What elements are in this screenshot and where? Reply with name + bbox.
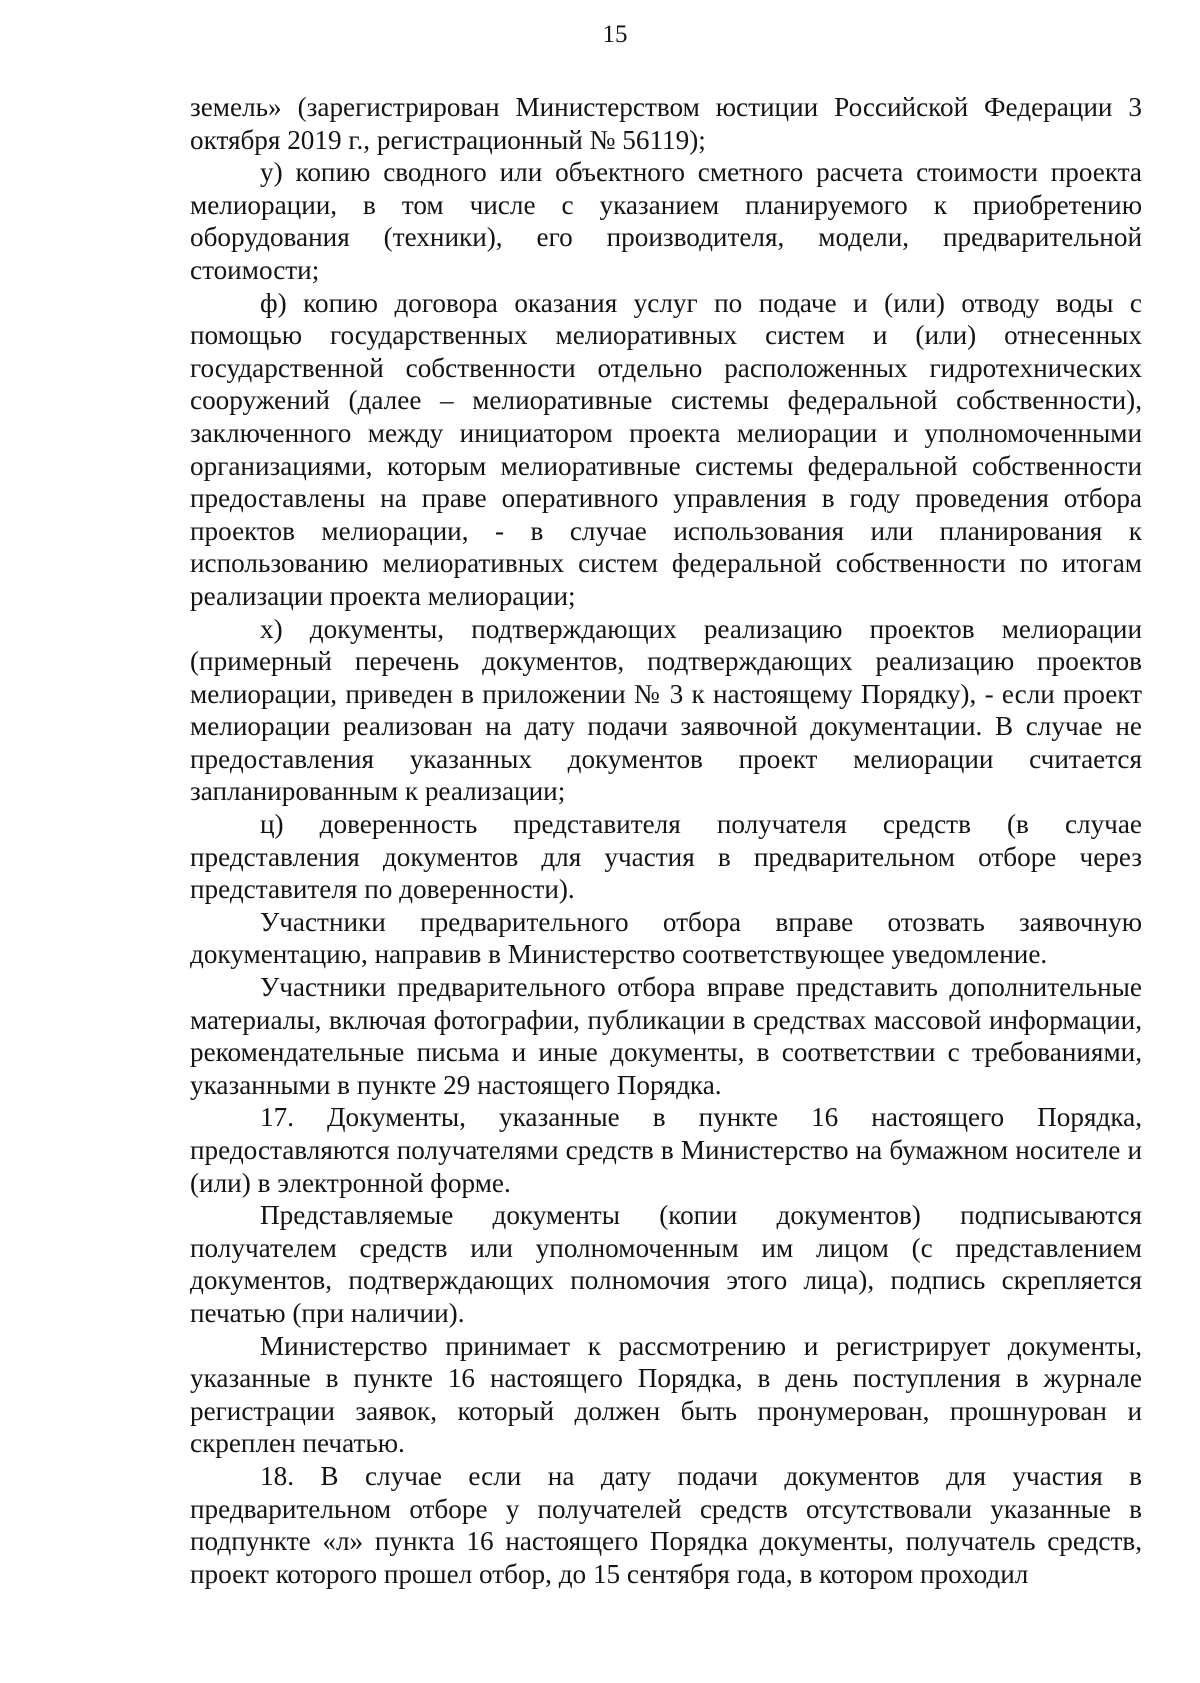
paragraph: земель» (зарегистрирован Министерством юстиции Российской Федерации 3 октября 2019 г., регистрационный № 56119); (190, 92, 1142, 155)
paragraph: Представляемые документы (копии документов) подписываются получателем средств или уполномоченным им лицом (с представлением документов, подтверждающих полномочия этого лица), подпись скрепляется печатью (при наличии). (190, 1200, 1142, 1328)
paragraph: ц) доверенность представителя получателя средств (в случае представления документов для участия в предварительном отборе через представителя по доверенности). (190, 809, 1142, 905)
document-body (190, 91, 1142, 1590)
page-number: 15 (602, 21, 628, 48)
paragraph: х) документы, подтверждающих реализацию проектов мелиорации (примерный перечень документов, подтверждающих реализацию проектов мелиорации, приведен в приложении № 3 к настоящему Порядку), - если проект мелиорации реализован на дату подачи заявочной документации. В случае не предоставления указанных документов проект мелиорации считается запланированным к реализации; (190, 613, 1142, 807)
paragraph: Министерство принимает к рассмотрению и регистрирует документы, указанные в пункте 16 настоящего Порядка, в день поступления в журнале регистрации заявок, который должен быть пронумерован, прошнурован и скреплен печатью. (190, 1330, 1142, 1459)
paragraph: ф) копию договора оказания услуг по подаче и (или) отводу воды с помощью государственных мелиоративных систем и (или) отнесенных государственной собственности отдельно расположенных гидротехнических сооружений (далее – мелиоративные системы федеральной собственности), заключенного между инициатором проекта мелиорации и уполномоченными организациями, которым мелиоративные системы федеральной собственности предоставлены на праве оперативного управления в году проведения отбора проектов мелиорации, - в случае использования или планирования к использованию мелиоративных систем федеральной собственности по итогам реализации проекта мелиорации; (190, 287, 1142, 611)
paragraph: 18. В случае если на дату подачи документов для участия в предварительном отборе у получателей средств отсутствовали указанные в подпункте «л» пункта 16 настоящего Порядка документы, получатель средств, проект которого прошел отбор, до 15 сентября года, в котором проходил (190, 1460, 1142, 1589)
paragraph: Участники предварительного отбора вправе представить дополнительные материалы, включая фотографии, публикации в средствах массовой информации, рекомендательные письма и иные документы, в соответствии с требованиями, указанными в пункте 29 настоящего Порядка. (190, 972, 1142, 1100)
paragraph: 17. Документы, указанные в пункте 16 настоящего Порядка, предоставляются получателями средств в Министерство на бумажном носителе и (или) в электронной форме. (190, 1102, 1142, 1198)
paragraph: Участники предварительного отбора вправе отозвать заявочную документацию, направив в Министерство соответствующее уведомление. (190, 906, 1142, 970)
paragraph: у) копию сводного или объектного сметного расчета стоимости проекта мелиорации, в том числе с указанием планируемого к приобретению оборудования (техники), его производителя, модели, предварительной стоимости; (190, 157, 1142, 285)
